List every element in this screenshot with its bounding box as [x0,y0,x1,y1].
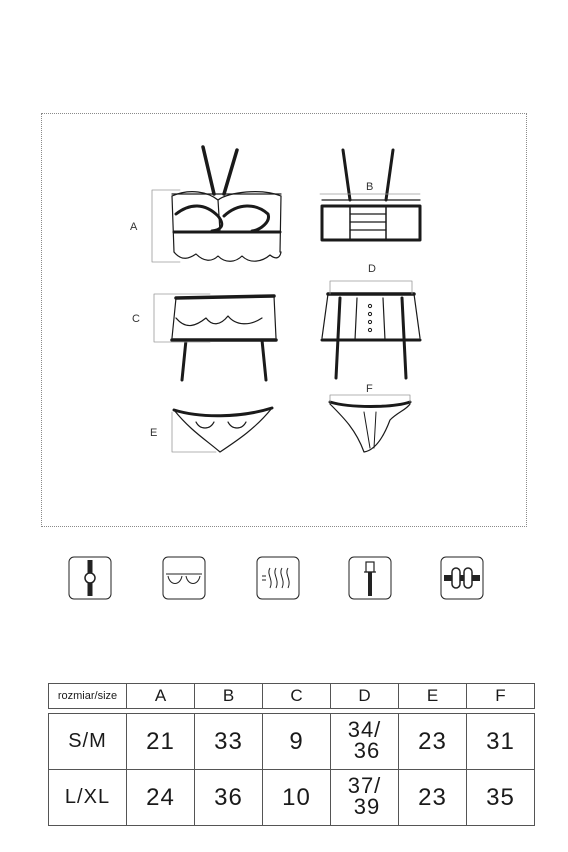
cell-b: 36 [195,770,263,826]
adjustable-strap-icon [348,556,392,600]
cell-d-top: 34/ [347,716,382,742]
header-a: A [127,684,195,709]
panty-front-illustration [174,408,272,452]
garter-belt-back-illustration [322,294,420,378]
garter-belt-front-illustration [172,296,276,380]
cell-b: 33 [195,714,263,770]
header-b: B [195,684,263,709]
label-c: C [132,313,140,325]
cell-a: 21 [127,714,195,770]
label-a: A [130,221,138,233]
cell-f: 35 [467,770,535,826]
cell-e: 23 [399,714,467,770]
hook-clasp-icon [440,556,484,600]
header-d: D [331,684,399,709]
cell-d [331,770,399,826]
stretch-fabric-icon [256,556,300,600]
size-table-header [49,684,535,709]
cell-d-bottom: 36 [353,737,381,763]
cell-c: 10 [263,770,331,826]
cell-d-top: 37/ [347,772,382,798]
label-d: D [368,263,376,275]
size-table [48,683,535,826]
panty-back-illustration [330,402,410,452]
table-row [49,770,535,826]
size-label: L/XL [49,770,127,826]
padded-cups-icon [162,556,206,600]
table-row [49,714,535,770]
cell-a: 24 [127,770,195,826]
label-f: F [366,383,373,395]
bra-front-illustration [172,147,281,261]
header-e: E [399,684,467,709]
header-size: rozmiar/size [49,684,127,709]
label-b: B [366,181,374,193]
cell-d-bottom: 39 [353,793,381,819]
label-e: E [150,427,158,439]
header-c: C [263,684,331,709]
cell-e: 23 [399,770,467,826]
size-label: S/M [49,714,127,770]
cell-d [331,714,399,770]
header-f: F [467,684,535,709]
strap-clip-icon [68,556,112,600]
cell-c: 9 [263,714,331,770]
bra-back-illustration [322,150,420,240]
cell-f: 31 [467,714,535,770]
